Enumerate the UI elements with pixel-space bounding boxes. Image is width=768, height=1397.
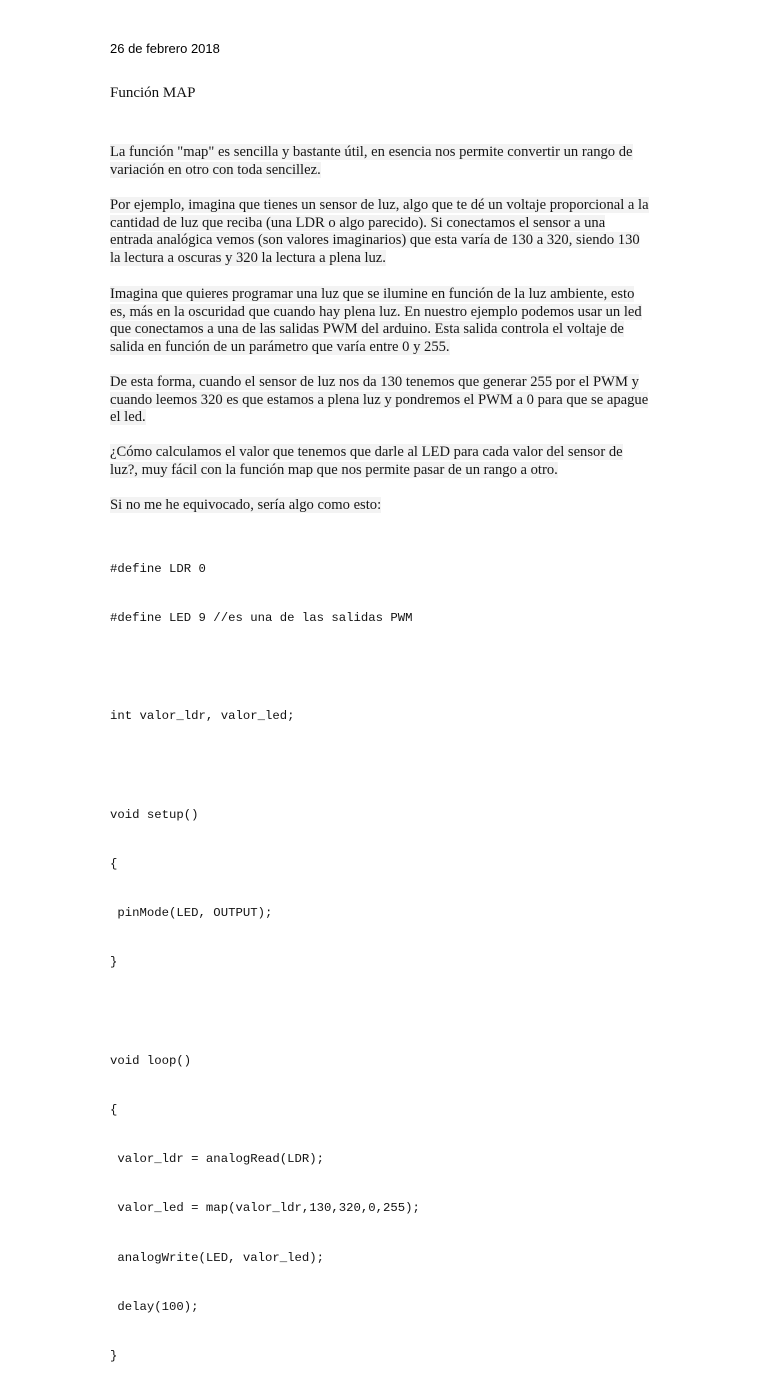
code-line xyxy=(110,1004,420,1020)
code-line: analogWrite(LED, valor_led); xyxy=(110,1250,325,1265)
code-line: valor_led = map(valor_ldr,130,320,0,255); xyxy=(110,1201,420,1216)
paragraph-example xyxy=(110,197,650,267)
paragraph-lead-in xyxy=(110,497,650,515)
paragraph-program-text: Imagina que quieres programar una luz que se ilumine en función de la luz ambiente, esto es, más en la oscuridad que cuando hay plena luz. En nuestro ejemplo podemos usar un led que conectamos a una de las salidas PWM del arduino. Esta salida controla el voltaje de salida en función de un parámetro que varía entre 0 y 255. xyxy=(110,286,642,355)
code-line: void loop() xyxy=(110,1053,192,1068)
code-line xyxy=(110,659,420,675)
document-date: 26 de febrero 2018 xyxy=(110,41,220,56)
paragraph-intro xyxy=(110,144,650,179)
paragraph-lead-in-text: Si no me he equivocado, sería algo como esto: xyxy=(110,497,382,513)
paragraph-program xyxy=(110,286,650,356)
document-title: Función MAP xyxy=(110,85,196,101)
code-line: int valor_ldr, valor_led; xyxy=(110,709,295,724)
code-line: void setup() xyxy=(110,807,199,822)
code-line: } xyxy=(110,955,118,970)
code-line xyxy=(110,758,420,774)
code-line: { xyxy=(110,1103,118,1118)
paragraph-question xyxy=(110,444,650,479)
code-line: pinMode(LED, OUTPUT); xyxy=(110,906,273,921)
code-line: { xyxy=(110,857,118,872)
code-line: valor_ldr = analogRead(LDR); xyxy=(110,1152,325,1167)
code-line: #define LDR 0 xyxy=(110,561,206,576)
code-block xyxy=(110,528,420,1397)
paragraph-question-text: ¿Cómo calculamos el valor que tenemos que darle al LED para cada valor del sensor de luz?, muy fácil con la función map que nos permite pasar de un rango a otro. xyxy=(110,444,623,478)
code-line: } xyxy=(110,1349,118,1364)
code-line: delay(100); xyxy=(110,1299,199,1314)
code-line: #define LED 9 //es una de las salidas PWM xyxy=(110,611,413,626)
paragraph-intro-text: La función "map" es sencilla y bastante útil, en esencia nos permite convertir un rango de variación en otro con toda sencillez. xyxy=(110,144,633,178)
paragraph-pwm-text: De esta forma, cuando el sensor de luz nos da 130 tenemos que generar 255 por el PWM y cuando leemos 320 es que estamos a plena luz y pondremos el PWM a 0 para que se apague el led. xyxy=(110,374,649,426)
paragraph-pwm xyxy=(110,374,650,427)
paragraph-example-text: Por ejemplo, imagina que tienes un sensor de luz, algo que te dé un voltaje proporcional a la cantidad de luz que reciba (una LDR o algo parecido). Si conectamos el sensor a una entrada analógica vemos (son valores imaginarios) que esta varía de 130 a 320, siendo 130 la lectura a oscuras y 320 la lectura a plena luz. xyxy=(110,197,649,266)
